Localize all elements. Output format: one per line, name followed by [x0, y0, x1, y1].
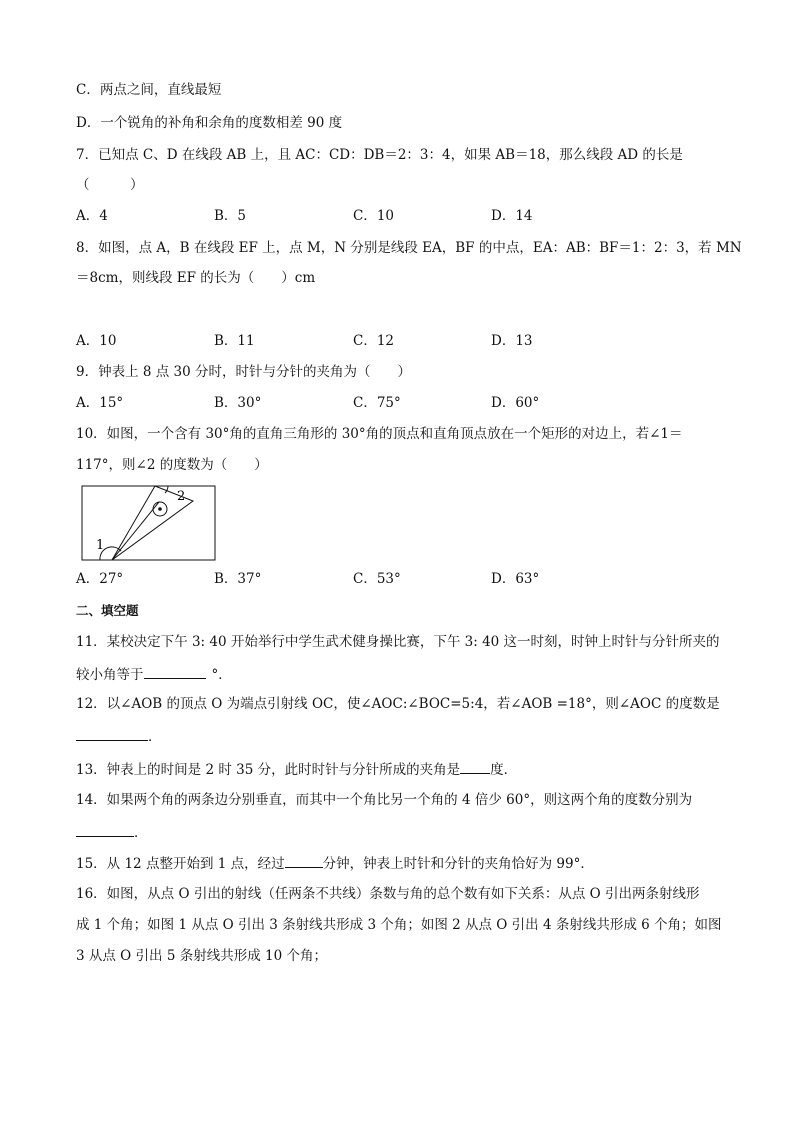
q10-figure: [76, 483, 221, 563]
q9-options: [76, 394, 716, 412]
q15-after: 分钟，钟表上时针和分针的夹角恰好为 99°．: [322, 856, 594, 872]
q8-option-c: C．12: [353, 333, 395, 349]
q8-option-d: D．13: [491, 333, 533, 349]
q13-answer-blank[interactable]: [460, 759, 490, 774]
q12-line2: [76, 726, 162, 746]
q10-stem-line1: 10．如图，一个含有 30°角的直角三角形的 30°角的顶点和直角顶点放在一个矩形的对边上，若∠1＝: [76, 426, 683, 442]
q9-option-d: D．60°: [491, 395, 540, 411]
q8-option-a: A．10: [76, 333, 117, 349]
q15-answer-blank[interactable]: [285, 853, 323, 868]
q10-option-d: D．63°: [491, 571, 540, 587]
q16-line2: 成 1 个角；如图 1 从点 O 引出 3 条射线共形成 3 个角；如图 2 从点 O 引出 4 条射线共形成 6 个角；如图: [76, 917, 722, 933]
q16-line3: 3 从点 O 引出 5 条射线共形成 10 个角；: [76, 948, 327, 964]
q13-before: 13．钟表上的时间是 2 时 35 分，此时时针与分针所成的夹角是: [76, 762, 461, 778]
q14-line2-after: ．: [134, 825, 148, 841]
q8-stem-line1: 8．如图，点 A，B 在线段 EF 上，点 M，N 分别是线段 EA，BF 的中点，EA：AB：BF＝1：2：3，若 MN: [76, 240, 742, 256]
q11-answer-blank[interactable]: [144, 664, 206, 679]
q10-hole-center: [158, 507, 162, 511]
q10-option-a: A．27°: [76, 571, 124, 587]
q6-option-c: C．两点之间，直线最短: [76, 82, 222, 98]
q8-option-b: B．11: [214, 333, 255, 349]
q16-line1: 16．如图，从点 O 引出的射线（任两条不共线）条数与角的总个数有如下关系：从点 O 引出两条射线形: [76, 886, 700, 902]
q7-option-d: D．14: [491, 208, 533, 224]
q10-stem-line2: 117°，则∠2 的度数为（ ）: [76, 457, 268, 473]
q10-angle2-label: 2: [177, 489, 186, 504]
q15-before: 15．从 12 点整开始到 1 点，经过: [76, 856, 285, 872]
q10-angle2-arc: [165, 486, 168, 493]
q9-option-c: C．75°: [353, 395, 401, 411]
q7-answer-paren: （ ）: [76, 177, 144, 193]
q7-stem: 7．已知点 C、D 在线段 AB 上，且 AC：CD：DB＝2：3：4，如果 AB＝18，那么线段 AD 的长是: [76, 147, 683, 163]
q11-line2: [76, 664, 232, 684]
q14-line1: 14．如果两个角的两条边分别垂直，而其中一个角比另一个角的 4 倍少 60°，则这两个角的度数分别为: [76, 792, 693, 808]
q12-line1: 12．以∠AOB 的顶点 O 为端点引射线 OC，使∠AOC:∠BOC=5:4，若∠AOB =18°，则∠AOC 的度数是: [76, 696, 720, 712]
q7-option-c: C．10: [353, 208, 395, 224]
q6-option-d: D．一个锐角的补角和余角的度数相差 90 度: [76, 115, 343, 131]
q13-line: [76, 759, 517, 779]
q14-line2: [76, 822, 148, 842]
q7-options: [76, 207, 716, 225]
q12-answer-blank[interactable]: [76, 726, 148, 741]
q7-option-a: A．4: [76, 208, 108, 224]
q13-after: 度．: [490, 762, 518, 778]
section-fill-in-title: 二、填空题: [76, 603, 139, 618]
q10-option-b: B．37°: [214, 571, 262, 587]
q9-option-b: B．30°: [214, 395, 262, 411]
q8-stem-line2: ＝8cm，则线段 EF 的长为（ ）cm: [76, 270, 316, 286]
q7-option-b: B．5: [214, 208, 247, 224]
q11-line2-after: °．: [211, 667, 232, 683]
q11-line1: 11．某校决定下午 3: 40 开始举行中学生武术健身操比赛，下午 3: 40 这一时刻，时钟上时针与分针所夹的: [76, 634, 720, 650]
q9-stem: 9．钟表上 8 点 30 分时，时针与分针的夹角为（ ）: [76, 364, 412, 380]
q10-option-c: C．53°: [353, 571, 401, 587]
q12-line2-after: ．: [148, 729, 162, 745]
q10-options: [76, 570, 716, 588]
q10-angle1-label: 1: [96, 538, 105, 553]
q11-line2-before: 较小角等于: [76, 667, 144, 683]
q9-option-a: A．15°: [76, 395, 124, 411]
q15-line: [76, 853, 594, 873]
q14-answer-blank[interactable]: [76, 822, 134, 837]
q8-options: [76, 332, 716, 350]
